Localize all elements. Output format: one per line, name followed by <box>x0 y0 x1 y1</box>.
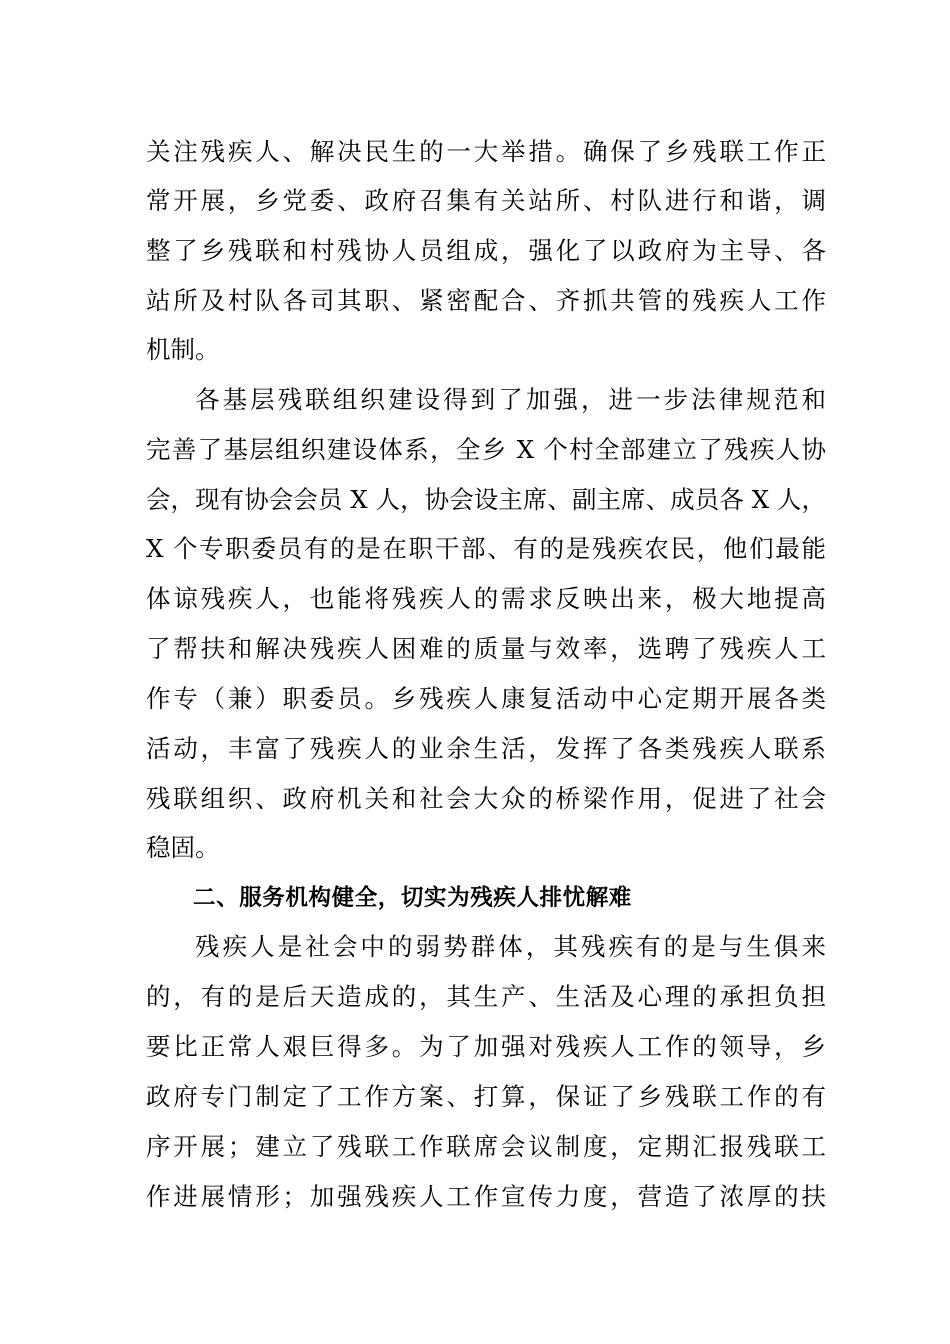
paragraph-line: 站所及村队各司其职、紧密配合、齐抓共管的残疾人工作 <box>146 286 826 315</box>
paragraph-line: 体谅残疾人，也能将残疾人的需求反映出来，极大地提高 <box>146 584 826 613</box>
paragraph-line: 稳固。 <box>146 833 220 862</box>
paragraph-line: 序开展；建立了残联工作联席会议制度，定期汇报残联工 <box>146 1132 826 1161</box>
paragraph-first-line: 各基层残联组织建设得到了加强，进一步法律规范和 <box>195 385 826 414</box>
paragraph-line: 活动，丰富了残疾人的业余生活，发挥了各类残疾人联系 <box>146 734 826 763</box>
paragraph-line: 作专（兼）职委员。乡残疾人康复活动中心定期开展各类 <box>146 684 826 713</box>
paragraph-line: 残联组织、政府机关和社会大众的桥梁作用，促进了社会 <box>146 784 826 813</box>
paragraph-line: X 个专职委员有的是在职干部、有的是残疾农民，他们最能 <box>146 534 826 563</box>
paragraph-line: 完善了基层组织建设体系，全乡 X 个村全部建立了残疾人协 <box>146 435 826 464</box>
paragraph-line: 会，现有协会会员 X 人，协会设主席、副主席、成员各 X 人， <box>146 485 826 514</box>
paragraph-line: 常开展，乡党委、政府召集有关站所、村队进行和谐，调 <box>146 186 826 215</box>
paragraph-line: 的，有的是后天造成的，其生产、生活及心理的承担负担 <box>146 982 826 1011</box>
paragraph-line: 要比正常人艰巨得多。为了加强对残疾人工作的领导，乡 <box>146 1032 826 1061</box>
paragraph-line: 整了乡残联和村残协人员组成，强化了以政府为主导、各 <box>146 236 826 265</box>
paragraph-line: 政府专门制定了工作方案、打算，保证了乡残联工作的有 <box>146 1082 826 1111</box>
paragraph-line: 关注残疾人、解决民生的一大举措。确保了乡残联工作正 <box>146 137 826 166</box>
section-heading: 二、服务机构健全，切实为残疾人排忧解难 <box>193 885 632 911</box>
paragraph-line: 作进展情形；加强残疾人工作宣传力度，营造了浓厚的扶 <box>146 1182 826 1211</box>
paragraph-first-line: 残疾人是社会中的弱势群体，其残疾有的是与生俱来 <box>195 932 826 961</box>
paragraph-line: 机制。 <box>146 335 220 364</box>
paragraph-line: 了帮扶和解决残疾人困难的质量与效率，选聘了残疾人工 <box>146 634 826 663</box>
